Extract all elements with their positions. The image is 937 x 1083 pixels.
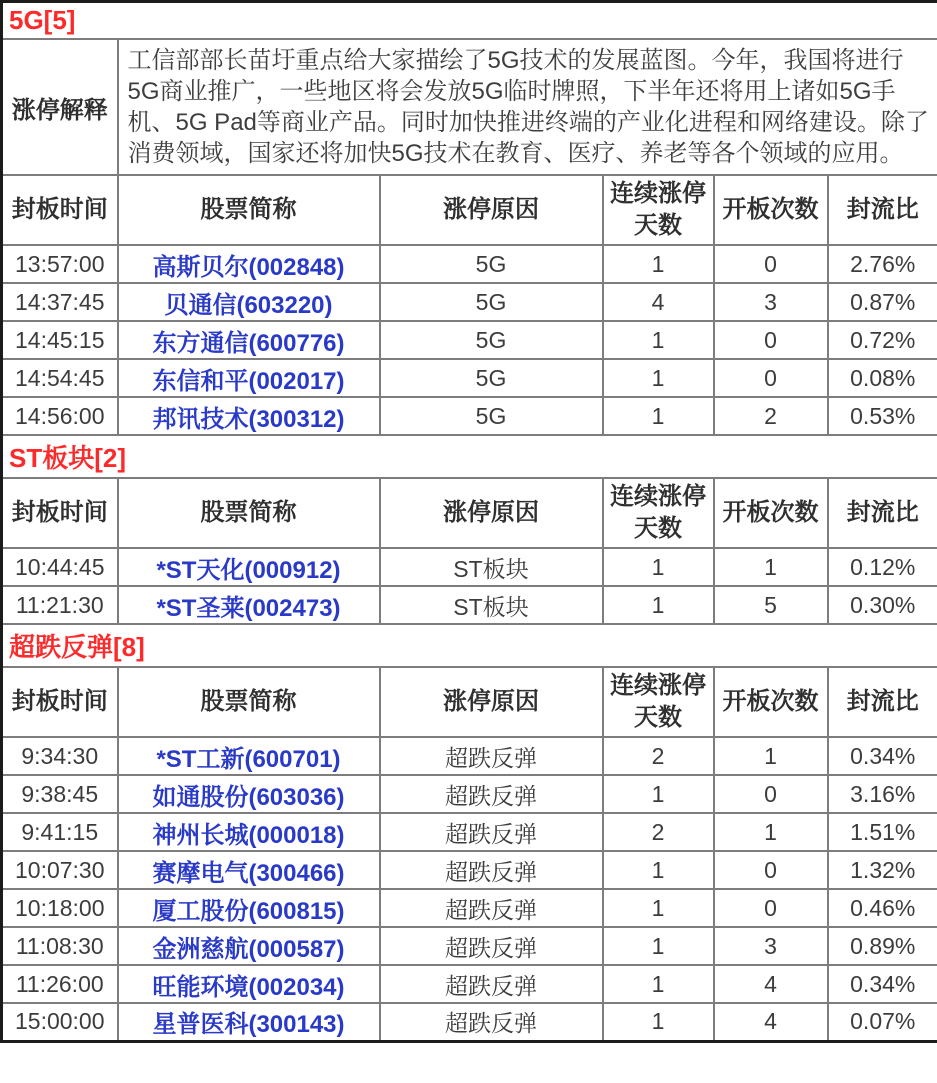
table-row — [2, 283, 937, 321]
stock-link[interactable]: 金洲慈航(000587) — [152, 935, 345, 963]
open-count-cell: 1 — [714, 813, 828, 851]
streak-days-cell: 4 — [603, 283, 714, 321]
seal-time-cell: 9:34:30 — [2, 737, 118, 775]
stock-name-cell — [118, 321, 380, 359]
table-row — [2, 586, 937, 624]
table-row — [2, 851, 937, 889]
reason-cell: 5G — [380, 321, 603, 359]
header-limit-reason: 涨停原因 — [380, 478, 603, 548]
stock-link[interactable]: 如通股份(603036) — [152, 783, 345, 811]
reason-cell: 超跌反弹 — [380, 775, 603, 813]
table-row — [2, 813, 937, 851]
header-seal-time: 封板时间 — [2, 478, 118, 548]
header-limit-reason: 涨停原因 — [380, 175, 603, 245]
seal-time-cell: 9:41:15 — [2, 813, 118, 851]
stock-link[interactable]: 厦工股份(600815) — [152, 897, 345, 925]
section-title-row — [2, 2, 937, 40]
stock-name-cell — [118, 889, 380, 927]
streak-days-cell: 1 — [603, 1003, 714, 1041]
streak-days-cell: 1 — [603, 889, 714, 927]
streak-days-cell: 1 — [603, 927, 714, 965]
streak-days-cell: 1 — [603, 359, 714, 397]
streak-days-cell: 1 — [603, 245, 714, 283]
header-seal-time: 封板时间 — [2, 175, 118, 245]
stock-name-cell — [118, 965, 380, 1003]
explanation-row — [2, 39, 937, 175]
seal-ratio-cell: 0.30% — [828, 586, 937, 624]
open-count-cell: 1 — [714, 737, 828, 775]
header-seal-ratio: 封流比 — [828, 478, 937, 548]
stock-name-cell — [118, 775, 380, 813]
seal-ratio-cell: 0.53% — [828, 397, 937, 435]
seal-time-cell: 9:38:45 — [2, 775, 118, 813]
table-row — [2, 397, 937, 435]
table-row — [2, 965, 937, 1003]
table-header-row — [2, 667, 937, 737]
streak-days-cell: 1 — [603, 775, 714, 813]
streak-days-cell: 2 — [603, 737, 714, 775]
reason-cell: 超跌反弹 — [380, 813, 603, 851]
reason-cell: 5G — [380, 245, 603, 283]
seal-ratio-cell: 1.32% — [828, 851, 937, 889]
stock-name-cell — [118, 813, 380, 851]
seal-time-cell: 10:44:45 — [2, 548, 118, 586]
reason-cell: 5G — [380, 283, 603, 321]
open-count-cell: 2 — [714, 397, 828, 435]
section-title-st: ST板块[2] — [2, 435, 937, 478]
stock-name-cell — [118, 359, 380, 397]
table-row — [2, 927, 937, 965]
open-count-cell: 0 — [714, 775, 828, 813]
open-count-cell: 1 — [714, 548, 828, 586]
open-count-cell: 0 — [714, 889, 828, 927]
header-stock-name: 股票简称 — [118, 667, 380, 737]
stock-name-cell — [118, 283, 380, 321]
header-seal-time: 封板时间 — [2, 667, 118, 737]
seal-time-cell: 11:08:30 — [2, 927, 118, 965]
stock-link[interactable]: 东方通信(600776) — [152, 329, 345, 357]
section-title-rebound: 超跌反弹[8] — [2, 624, 937, 667]
reason-cell: 超跌反弹 — [380, 1003, 603, 1041]
header-streak-days: 连续涨停天数 — [603, 667, 714, 737]
stock-link[interactable]: *ST天化(000912) — [156, 556, 341, 584]
reason-cell: ST板块 — [380, 548, 603, 586]
streak-days-cell: 1 — [603, 548, 714, 586]
seal-ratio-cell: 0.12% — [828, 548, 937, 586]
stock-link[interactable]: 赛摩电气(300466) — [152, 859, 345, 887]
seal-time-cell: 10:07:30 — [2, 851, 118, 889]
section-title-row — [2, 624, 937, 667]
open-count-cell: 4 — [714, 965, 828, 1003]
stock-name-cell — [118, 1003, 380, 1041]
seal-time-cell: 14:54:45 — [2, 359, 118, 397]
explanation-label: 涨停解释 — [2, 39, 118, 175]
stock-name-cell — [118, 851, 380, 889]
reason-cell: 5G — [380, 397, 603, 435]
streak-days-cell: 1 — [603, 851, 714, 889]
seal-ratio-cell: 0.72% — [828, 321, 937, 359]
seal-ratio-cell: 0.07% — [828, 1003, 937, 1041]
reason-cell: 超跌反弹 — [380, 737, 603, 775]
header-streak-days: 连续涨停天数 — [603, 175, 714, 245]
streak-days-cell: 2 — [603, 813, 714, 851]
stock-name-cell — [118, 586, 380, 624]
seal-time-cell: 14:56:00 — [2, 397, 118, 435]
seal-ratio-cell: 0.87% — [828, 283, 937, 321]
stock-link[interactable]: 东信和平(002017) — [152, 367, 345, 395]
streak-days-cell: 1 — [603, 321, 714, 359]
stock-name-cell — [118, 397, 380, 435]
seal-ratio-cell: 0.08% — [828, 359, 937, 397]
seal-ratio-cell: 2.76% — [828, 245, 937, 283]
header-stock-name: 股票简称 — [118, 175, 380, 245]
table-row — [2, 321, 937, 359]
reason-cell: 超跌反弹 — [380, 965, 603, 1003]
stock-link[interactable]: *ST工新(600701) — [156, 745, 341, 773]
table-row — [2, 775, 937, 813]
section-title-5g: 5G[5] — [2, 2, 937, 40]
stock-link[interactable]: 高斯贝尔(002848) — [152, 253, 345, 281]
streak-days-cell: 1 — [603, 965, 714, 1003]
stock-link[interactable]: 星普医科(300143) — [152, 1011, 345, 1039]
seal-ratio-cell: 1.51% — [828, 813, 937, 851]
table-header-row — [2, 478, 937, 548]
table-row — [2, 359, 937, 397]
reason-cell: 超跌反弹 — [380, 851, 603, 889]
stock-name-cell — [118, 548, 380, 586]
stock-link[interactable]: *ST圣莱(002473) — [156, 594, 341, 622]
streak-days-cell: 1 — [603, 586, 714, 624]
table-row — [2, 548, 937, 586]
stock-link[interactable]: 贝通信(603220) — [164, 291, 333, 319]
header-streak-days: 连续涨停天数 — [603, 478, 714, 548]
table-header-row — [2, 175, 937, 245]
header-seal-ratio: 封流比 — [828, 175, 937, 245]
seal-ratio-cell: 0.34% — [828, 965, 937, 1003]
header-limit-reason: 涨停原因 — [380, 667, 603, 737]
open-count-cell: 0 — [714, 359, 828, 397]
open-count-cell: 0 — [714, 851, 828, 889]
section-title-row — [2, 435, 937, 478]
open-count-cell: 3 — [714, 283, 828, 321]
table-row — [2, 889, 937, 927]
header-open-count: 开板次数 — [714, 478, 828, 548]
table-row — [2, 245, 937, 283]
reason-cell: 超跌反弹 — [380, 927, 603, 965]
seal-time-cell: 10:18:00 — [2, 889, 118, 927]
seal-ratio-cell: 0.46% — [828, 889, 937, 927]
seal-time-cell: 14:37:45 — [2, 283, 118, 321]
table-row — [2, 1003, 937, 1041]
seal-ratio-cell: 0.89% — [828, 927, 937, 965]
seal-time-cell: 14:45:15 — [2, 321, 118, 359]
header-open-count: 开板次数 — [714, 175, 828, 245]
seal-ratio-cell: 3.16% — [828, 775, 937, 813]
streak-days-cell: 1 — [603, 397, 714, 435]
explanation-text: 工信部部长苗圩重点给大家描绘了5G技术的发展蓝图。今年，我国将进行5G商业推广，一些地区将会发放5G临时牌照，下半年还将用上诸如5G手机、5G Pad等商业产品。同时加快推进终端的产业化进程和网络建设。除了消费领域，国家还将加快5G技术在教育、医疗、养老等各个领域的应用。 — [118, 39, 937, 175]
seal-time-cell: 11:26:00 — [2, 965, 118, 1003]
open-count-cell: 0 — [714, 321, 828, 359]
open-count-cell: 4 — [714, 1003, 828, 1041]
table-row — [2, 737, 937, 775]
reason-cell: 5G — [380, 359, 603, 397]
stock-link[interactable]: 旺能环境(002034) — [152, 973, 345, 1001]
reason-cell: 超跌反弹 — [380, 889, 603, 927]
stock-link[interactable]: 邦讯技术(300312) — [152, 405, 345, 433]
stock-name-cell — [118, 737, 380, 775]
open-count-cell: 3 — [714, 927, 828, 965]
open-count-cell: 0 — [714, 245, 828, 283]
seal-ratio-cell: 0.34% — [828, 737, 937, 775]
header-stock-name: 股票简称 — [118, 478, 380, 548]
seal-time-cell: 13:57:00 — [2, 245, 118, 283]
seal-time-cell: 15:00:00 — [2, 1003, 118, 1041]
stock-link[interactable]: 神州长城(000018) — [152, 821, 345, 849]
stock-name-cell — [118, 245, 380, 283]
seal-time-cell: 11:21:30 — [2, 586, 118, 624]
open-count-cell: 5 — [714, 586, 828, 624]
header-seal-ratio: 封流比 — [828, 667, 937, 737]
reason-cell: ST板块 — [380, 586, 603, 624]
stock-name-cell — [118, 927, 380, 965]
header-open-count: 开板次数 — [714, 667, 828, 737]
